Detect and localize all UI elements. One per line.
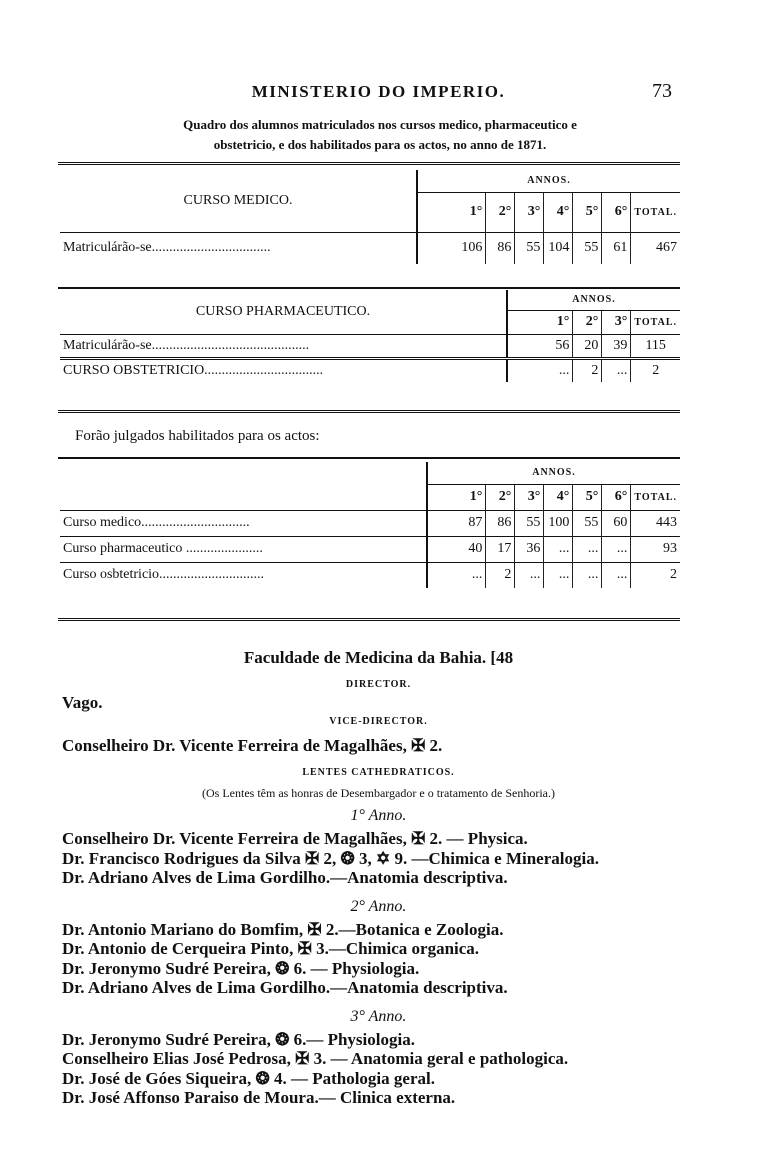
cell: 86 bbox=[486, 510, 515, 536]
cell: 106 bbox=[417, 232, 486, 264]
table-title: CURSO PHARMACEUTICO. bbox=[195, 303, 371, 319]
group-header: ANNOS. bbox=[417, 170, 680, 192]
col-header: 1° bbox=[507, 310, 573, 334]
col-header: TOTAL. bbox=[631, 192, 680, 232]
cell: ... bbox=[573, 562, 602, 588]
cell: 17 bbox=[486, 536, 515, 562]
cell: 104 bbox=[544, 232, 573, 264]
cell: 2 bbox=[631, 562, 680, 588]
vice-director-heading: VICE-DIRECTOR. bbox=[329, 716, 428, 727]
cell: 36 bbox=[515, 536, 544, 562]
col-header: 3° bbox=[515, 484, 544, 510]
cell: 61 bbox=[602, 232, 631, 264]
cell: 55 bbox=[573, 232, 602, 264]
cell: ... bbox=[602, 358, 631, 382]
vice-director-name: Conselheiro Dr. Vicente Ferreira de Magalhães, ✠ 2. bbox=[62, 736, 443, 755]
cell: 60 bbox=[602, 510, 631, 536]
col-header: 1° bbox=[417, 192, 486, 232]
director-name: Vago. bbox=[62, 693, 103, 712]
table-row bbox=[60, 232, 680, 264]
lente-entry: Dr. Francisco Rodrigues da Silva ✠ 2, ❂ 3, ✡ 9. —Chimica e Mineralogia. bbox=[62, 848, 599, 868]
col-header: 3° bbox=[515, 192, 544, 232]
cell: 2 bbox=[486, 562, 515, 588]
cell: 467 bbox=[631, 232, 680, 264]
lente-entry: Dr. José Affonso Paraiso de Moura.— Clinica externa. bbox=[62, 1088, 456, 1107]
table-row bbox=[60, 536, 680, 562]
lente-entry: Dr. Antonio de Cerqueira Pinto, ✠ 3.—Chimica organica. bbox=[62, 939, 480, 958]
cell: 2 bbox=[631, 358, 680, 382]
col-header: 5° bbox=[573, 484, 602, 510]
section-title: Faculdade de Medicina da Bahia. [48 bbox=[243, 648, 514, 667]
cell: 55 bbox=[515, 232, 544, 264]
lentes-note: (Os Lentes têm as honras de Desembargador e o tratamento de Senhoria.) bbox=[202, 786, 555, 800]
cell: 100 bbox=[544, 510, 573, 536]
col-header: 6° bbox=[602, 484, 631, 510]
lente-entry: Conselheiro Dr. Vicente Ferreira de Magalhães, ✠ 2. — Physica. bbox=[62, 829, 528, 848]
row-label: Matriculárão-se............................................. bbox=[63, 337, 310, 353]
lente-entry: Dr. José de Góes Siqueira, ❂ 4. — Pathologia geral. bbox=[62, 1068, 435, 1088]
table-title: CURSO MEDICO. bbox=[183, 192, 293, 208]
cell: 93 bbox=[631, 536, 680, 562]
col-header: 2° bbox=[486, 484, 515, 510]
lente-entry: Dr. Antonio Mariano do Bomfim, ✠ 2.—Botanica e Zoologia. bbox=[62, 919, 504, 939]
habilitados-intro: Forão julgados habilitados para os actos: bbox=[75, 428, 320, 444]
table-habilitados bbox=[60, 462, 680, 588]
cell: 39 bbox=[602, 334, 631, 358]
cell: ... bbox=[573, 536, 602, 562]
cell: ... bbox=[544, 562, 573, 588]
cell: ... bbox=[602, 536, 631, 562]
cell: ... bbox=[507, 358, 573, 382]
lente-entry: Dr. Adriano Alves de Lima Gordilho.—Anatomia descriptiva. bbox=[62, 868, 508, 887]
table-curso-medico bbox=[60, 170, 680, 264]
cell: 20 bbox=[573, 334, 602, 358]
lente-entry: Conselheiro Elias José Pedrosa, ✠ 3. — Anatomia geral e pathologica. bbox=[62, 1049, 569, 1068]
cell: 55 bbox=[515, 510, 544, 536]
row-label: Curso pharmaceutico ...................... bbox=[63, 541, 263, 556]
table-row bbox=[60, 334, 680, 358]
year-heading: 1° Anno. bbox=[350, 807, 407, 824]
subtitle-line-1: Quadro dos alumnos matriculados nos cursos medico, pharmaceutico e bbox=[183, 117, 577, 132]
table-row bbox=[60, 358, 680, 382]
cell: 2 bbox=[573, 358, 602, 382]
row-label: Matriculárão-se.................................. bbox=[63, 240, 271, 256]
cell: 115 bbox=[631, 334, 680, 358]
cell: ... bbox=[544, 536, 573, 562]
lente-entry: Dr. Jeronymo Sudré Pereira, ❂ 6. — Physiologia. bbox=[62, 958, 420, 978]
cell: 443 bbox=[631, 510, 680, 536]
col-header: 3° bbox=[602, 310, 631, 334]
cell: 87 bbox=[427, 510, 486, 536]
col-header: 2° bbox=[486, 192, 515, 232]
running-header: MINISTERIO DO IMPERIO. bbox=[251, 82, 506, 101]
col-header: 4° bbox=[544, 484, 573, 510]
col-header: 4° bbox=[544, 192, 573, 232]
cell: 86 bbox=[486, 232, 515, 264]
cell: ... bbox=[515, 562, 544, 588]
table-row bbox=[60, 510, 680, 536]
col-header: 5° bbox=[573, 192, 602, 232]
year-heading: 2° Anno. bbox=[350, 897, 407, 915]
col-header: 2° bbox=[573, 310, 602, 334]
cell: 55 bbox=[573, 510, 602, 536]
lente-entry: Dr. Adriano Alves de Lima Gordilho.—Anatomia descriptiva. bbox=[62, 978, 508, 997]
col-header: TOTAL. bbox=[631, 484, 680, 510]
page-number: 73 bbox=[652, 80, 672, 102]
table-curso-pharmaceutico bbox=[60, 290, 680, 382]
cell: 40 bbox=[427, 536, 486, 562]
subtitle-line-2: obstetricio, e dos habilitados para os actos, no anno de 1871. bbox=[213, 137, 547, 152]
table-row bbox=[60, 562, 680, 588]
col-header: 1° bbox=[427, 484, 486, 510]
year-heading: 3° Anno. bbox=[350, 1007, 407, 1025]
group-header: ANNOS. bbox=[427, 462, 680, 484]
cell: 56 bbox=[507, 334, 573, 358]
row-label: Curso osbtetricio.............................. bbox=[63, 567, 265, 583]
cell: ... bbox=[427, 562, 486, 588]
director-heading: DIRECTOR. bbox=[345, 679, 412, 690]
cell: ... bbox=[602, 562, 631, 588]
group-header: ANNOS. bbox=[507, 290, 680, 310]
row-label: Curso medico............................... bbox=[63, 515, 250, 530]
lente-entry: Dr. Jeronymo Sudré Pereira, ❂ 6.— Physiologia. bbox=[62, 1029, 415, 1049]
col-header: 6° bbox=[602, 192, 631, 232]
lentes-heading: LENTES CATHEDRATICOS. bbox=[302, 767, 455, 778]
row-label: CURSO OBSTETRICIO.................................. bbox=[63, 362, 324, 378]
col-header: TOTAL. bbox=[631, 310, 680, 334]
